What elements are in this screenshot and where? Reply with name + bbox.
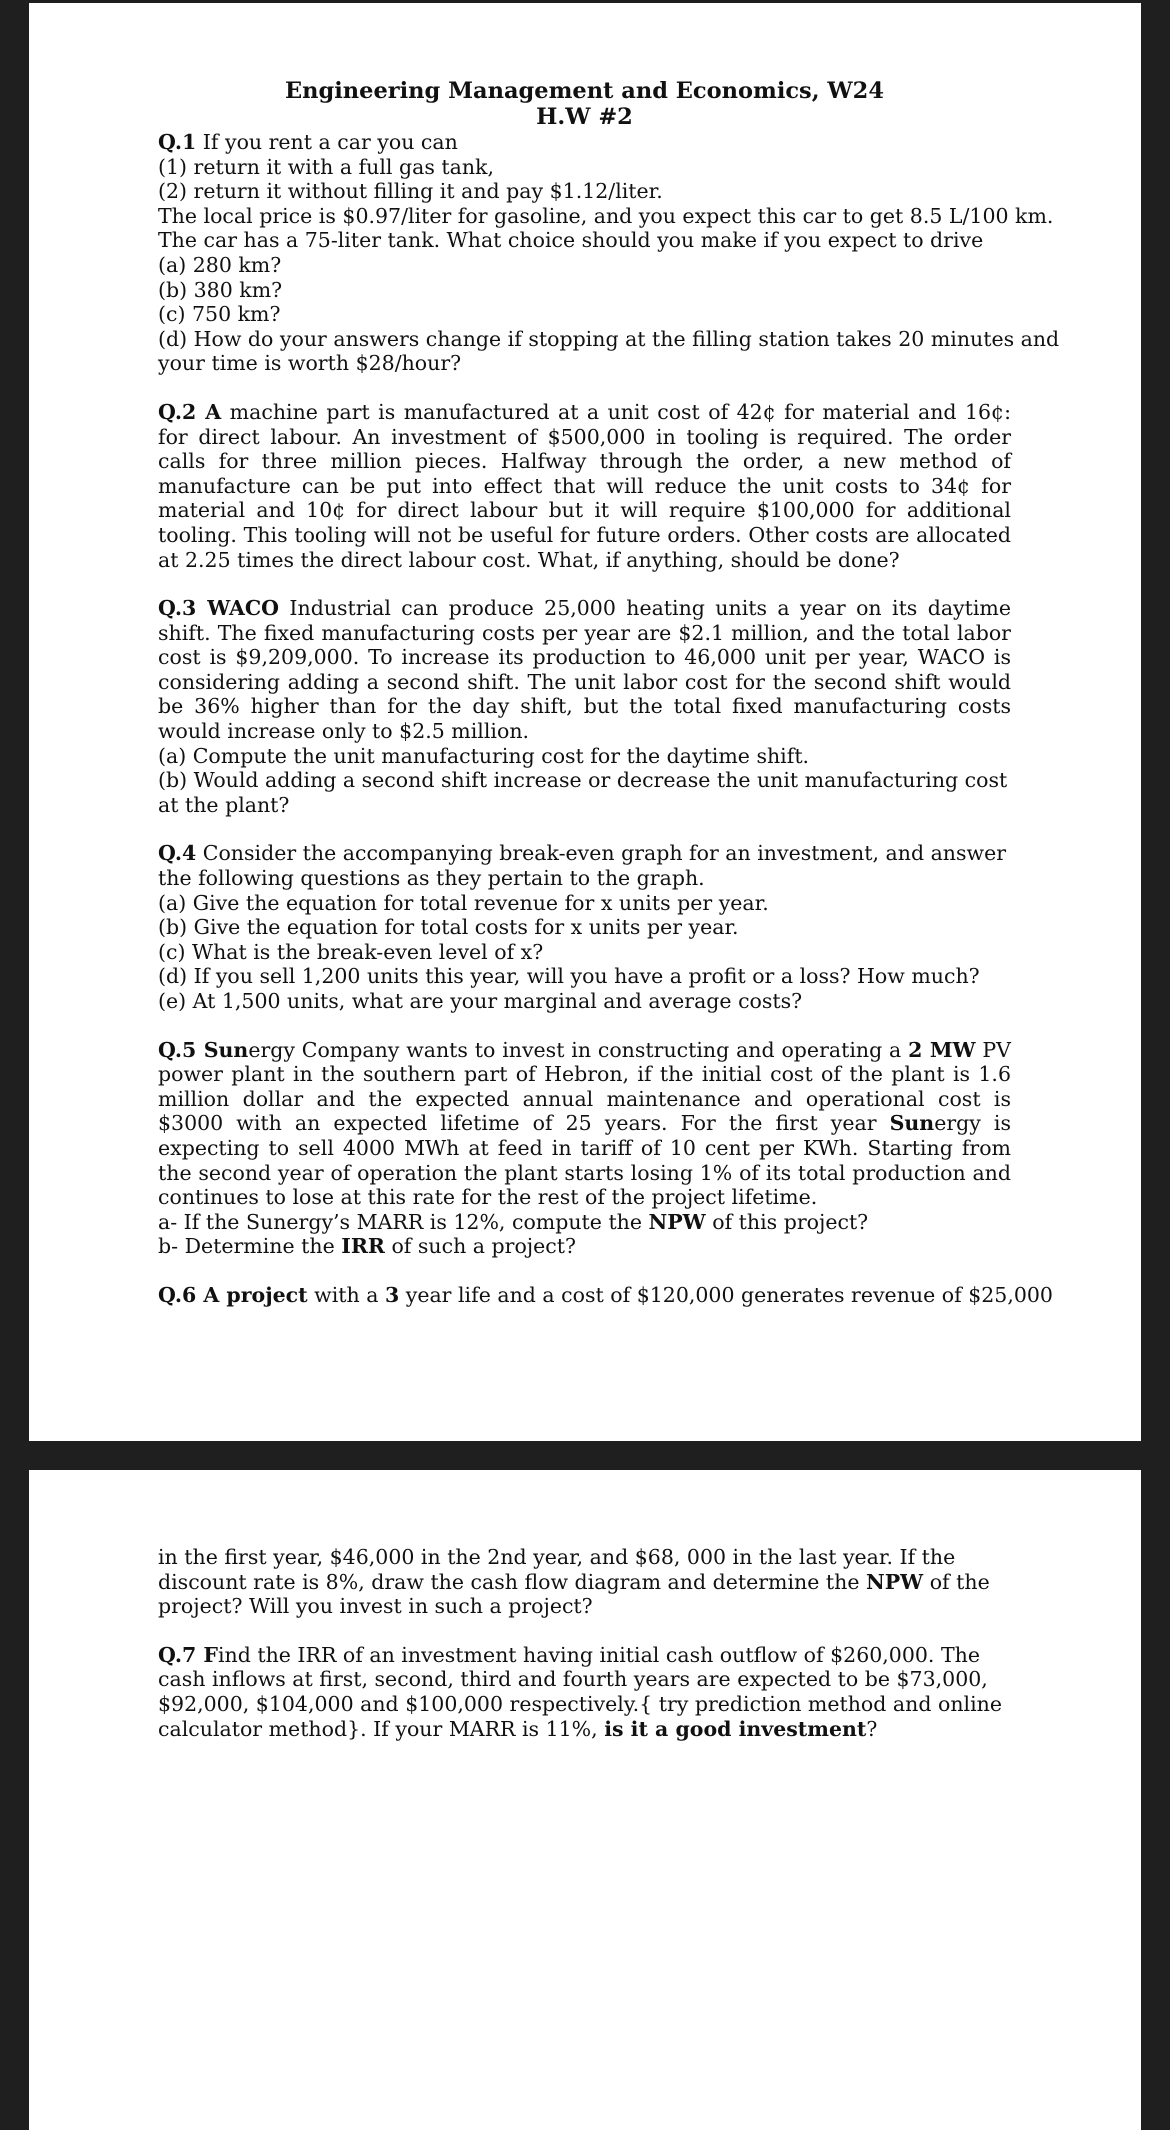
question-part <box>158 1210 1011 1235</box>
emphasis: NPW <box>865 1569 924 1594</box>
question-text: Consider the accompanying break-even graph for an investment, and answer the following questions as they pertain to the graph. <box>158 841 1007 891</box>
emphasis: 2 MW <box>908 1037 976 1062</box>
question-number: Q.6 A project <box>158 1282 308 1307</box>
question-number: Q.1 <box>158 130 197 154</box>
emphasis: 3 <box>384 1282 400 1307</box>
question-part: (a) Compute the unit manufacturing cost for the daytime shift. <box>158 743 810 768</box>
question-4 <box>158 841 1011 1013</box>
question-line: The local price is $0.97/liter for gasoline, and you expect this car to get 8.5 L/100 km. <box>158 203 1054 228</box>
emphasis: IRR <box>341 1234 385 1259</box>
question-text: in the first year, $46,000 in the 2nd year, and $68, 000 in the last year. If the discount rate is 8%, draw the cash flow diagram and determine the <box>158 1545 956 1594</box>
question-6-continued <box>158 1545 1011 1619</box>
question-line: The car has a 75-liter tank. What choice should you make if you expect to drive <box>158 228 984 253</box>
question-text: PV power plant in the southern part of Hebron, if the initial cost of the plant is 1.6 million dollar and the expected annual maintenance and operational cost is $3000 with an expected lifetime of 25 years. For the first year <box>158 1037 1011 1136</box>
question-3 <box>158 596 1011 817</box>
question-6 <box>158 1282 1053 1308</box>
question-text: machine part is manufactured at a unit cost of 42¢ for material and 16¢: for direct labour. An investment of $500,000 in tooling is required. The order calls for three million pieces. Halfway through the order, a new method of manufacture can be put into effect that will reduce the unit costs to 34¢ for material and 10¢ for direct labour but it will require $100,000 for additional tooling. This tooling will not be useful for future orders. Other costs are allocated at 2.25 times the direct labour cost. What, if anything, should be done? <box>158 399 1011 572</box>
document-page-1 <box>29 3 1141 1441</box>
question-part: (b) Give the equation for total costs for x units per year. <box>158 915 739 940</box>
question-number: Q.3 WACO <box>158 596 280 621</box>
question-line: (a) 280 km? <box>158 252 282 277</box>
question-part <box>158 1234 1011 1259</box>
question-1 <box>158 130 1060 376</box>
document-subtitle: H.W #2 <box>536 104 633 130</box>
question-line: (1) return it with a full gas tank, <box>158 154 494 179</box>
question-line: (2) return it without filling it and pay $1.12/liter. <box>158 179 663 204</box>
part-text: of such a project? <box>384 1234 577 1259</box>
question-5 <box>158 1038 1011 1259</box>
question-number: Q.5 Sun <box>158 1037 249 1062</box>
question-text: ind the IRR of an investment having initial cash outflow of $260,000. The cash inflows at first, second, third and fourth years are expected to be $73,000, $92,000, $104,000 and $100,000 respectively.{ try prediction method and online calculator method}. If your MARR is 11%, <box>158 1642 1002 1741</box>
question-part: (a) Give the equation for total revenue for x units per year. <box>158 890 769 915</box>
question-line: (c) 750 km? <box>158 302 281 327</box>
question-text: If you rent a car you can <box>202 130 458 154</box>
question-part: (c) What is the break-even level of x? <box>158 939 544 964</box>
question-line: (d) How do your answers change if stopping at the filling station takes 20 minutes and <box>158 326 1060 351</box>
question-text: Industrial can produce 25,000 heating units a year on its daytime shift. The fixed manufacturing costs per year are $2.1 million, and the total labor cost is $9,209,000. To increase its production to 46,000 unit per year, WACO is considering adding a second shift. The unit labor cost for the second shift would be 36% higher than for the day shift, but the total fixed manufacturing costs would increase only to $2.5 million. <box>158 596 1011 744</box>
question-7 <box>158 1643 1011 1741</box>
question-text: ergy is expecting to sell 4000 MWh at feed in tariff of 10 cent per KWh. Starting from the second year of operation the plant starts losing 1% of its total production and continues to lose at this rate for the rest of the project lifetime. <box>158 1111 1011 1210</box>
emphasis: NPW <box>648 1209 706 1234</box>
question-text: ? <box>866 1716 878 1741</box>
question-text: with a <box>307 1282 385 1307</box>
question-line: your time is worth $28/hour? <box>158 351 462 376</box>
emphasis: Sun <box>889 1111 935 1136</box>
part-text: b- Determine the <box>158 1234 342 1259</box>
question-part: (e) At 1,500 units, what are your marginal and average costs? <box>158 989 803 1013</box>
question-text: year life and a cost of $120,000 generates revenue of $25,000 <box>399 1282 1053 1307</box>
question-text: of the project? Will you invest in such a project? <box>158 1569 990 1619</box>
question-number: Q.2 A <box>158 399 222 424</box>
part-text: of this project? <box>705 1209 869 1234</box>
question-text: ergy Company wants to invest in constructing and operating a <box>248 1037 909 1062</box>
part-text: a- If the Sunergy’s MARR is 12%, compute the <box>158 1209 649 1234</box>
question-2 <box>158 400 1011 572</box>
emphasis: is it a good investment <box>604 1716 867 1741</box>
question-number: Q.7 F <box>158 1642 218 1667</box>
document-title: Engineering Management and Economics, W24 <box>285 78 884 104</box>
question-part: (d) If you sell 1,200 units this year, will you have a profit or a loss? How much? <box>158 964 980 989</box>
question-line: (b) 380 km? <box>158 277 283 302</box>
question-part: (b) Would adding a second shift increase or decrease the unit manufacturing cost at the plant? <box>158 768 1008 817</box>
page-content <box>158 1545 1011 1741</box>
document-page-2 <box>29 1470 1141 2130</box>
question-number: Q.4 <box>158 841 197 866</box>
page-content <box>158 78 1060 1308</box>
